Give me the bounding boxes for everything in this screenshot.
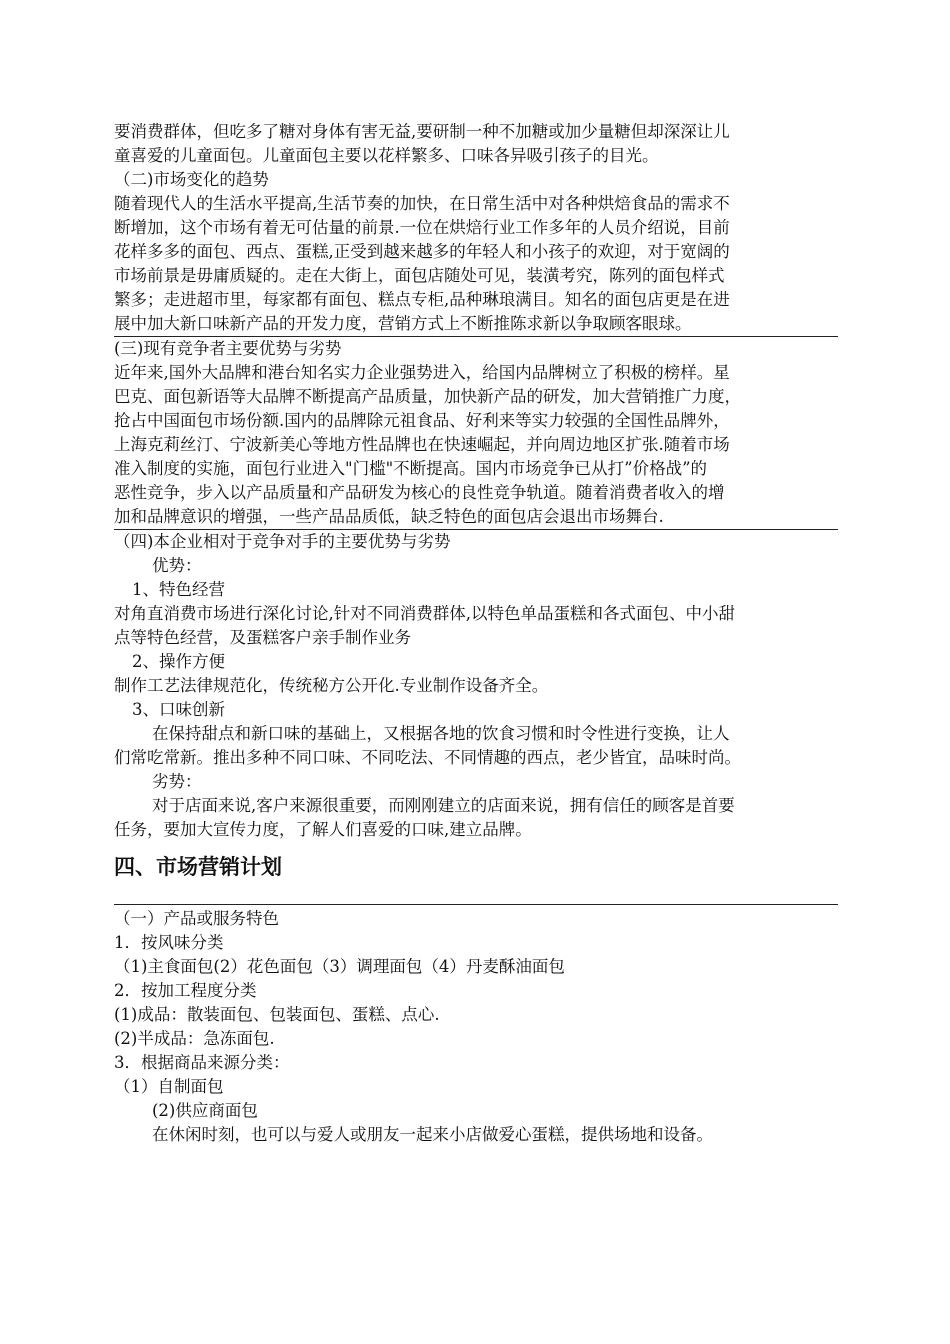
list-item: （1)主食面包(2）花色面包（3）调理面包（4）丹麦酥油面包: [114, 957, 565, 976]
body-line: 对于店面来说,客户来源很重要，而刚刚建立的店面来说，拥有信任的顾客是首要: [152, 796, 735, 815]
body-line: 们常吃常新。推出多种不同口味、不同吃法、不同情趣的西点，老少皆宜，品味时尚。: [114, 748, 741, 767]
body-line: 上海克莉丝汀、宁波新美心等地方性品牌也在快速崛起，并向周边地区扩张.随着市场: [114, 435, 730, 454]
body-line: 在休闲时刻，也可以与爱人或朋友一起来小店做爱心蛋糕，提供场地和设备。: [152, 1125, 713, 1144]
list-item: 1．按风味分类: [114, 933, 224, 952]
body-line: 展中加大新口味新产品的开发力度，营销方式上不断推陈求新以争取顾客眼球。: [114, 312, 838, 337]
body-line: 制作工艺法律规范化，传统秘方公开化.专业制作设备齐全。: [114, 676, 549, 695]
list-item: (2)半成品：急冻面包.: [114, 1029, 275, 1048]
section-title: （一）产品或服务特色: [114, 909, 279, 928]
body-line: 准入制度的实施，面包行业进入"门槛"不断提高。国内市场竞争已从打”价格战”的: [114, 459, 708, 478]
body-line: 随着现代人的生活水平提高,生活节奏的加快，在日常生活中对各种烘焙食品的需求不: [114, 194, 730, 213]
list-item: (1)成品：散装面包、包装面包、蛋糕、点心.: [114, 1005, 440, 1024]
list-item: 2．按加工程度分类: [114, 981, 257, 1000]
section-title: (三)现有竞争者主要优势与劣势: [114, 339, 342, 358]
body-line: 对角直消费市场进行深化讨论,针对不同消费群体,以特色单品蛋糕和各式面包、中小甜: [114, 604, 735, 623]
body-line: 要消费群体，但吃多了糖对身体有害无益,要研制一种不加糖或加少量糖但却深深让儿: [114, 122, 730, 141]
body-line: 在保持甜点和新口味的基础上，又根据各地的饮食习惯和时令性进行变换，让人: [152, 724, 730, 743]
section-divider: [114, 904, 838, 905]
document-page: [114, 120, 838, 1147]
body-line: 加和品牌意识的增强，一些产品品质低，缺乏特色的面包店会退出市场舞台.: [114, 505, 838, 530]
item-title: 1、特色经营: [132, 580, 225, 599]
body-line: 恶性竞争，步入以产品质量和产品研发为核心的良性竞争轨道。随着消费者收入的增: [114, 483, 725, 502]
body-line: 任务，要加大宣传力度，了解人们喜爱的口味,建立品牌。: [114, 820, 532, 839]
chapter-heading: 四、市场营销计划: [114, 855, 282, 879]
body-line: 巴克、面包新语等大品牌不断提高产品质量，加快新产品的研发，加大营销推广力度，: [114, 387, 741, 406]
body-line: 花样多多的面包、西点、蛋糕,正受到越来越多的年轻人和小孩子的欢迎，对于宽阔的: [114, 242, 730, 261]
body-line: 断增加，这个市场有着无可估量的前景.一位在烘焙行业工作多年的人员介绍说，目前: [114, 218, 730, 237]
strengths-label: 优势：: [152, 556, 202, 575]
list-item: （1）自制面包: [114, 1077, 224, 1096]
list-item: (2)供应商面包: [152, 1101, 258, 1120]
item-title: 3、口味创新: [132, 700, 225, 719]
section-title: （二)市场变化的趋势: [114, 170, 269, 189]
weaknesses-label: 劣势：: [152, 772, 202, 791]
list-item: 3．根据商品来源分类：: [114, 1053, 290, 1072]
body-line: 点等特色经营，及蛋糕客户亲手制作业务: [114, 628, 411, 647]
section-title: （四)本企业相对于竞争对手的主要优势与劣势: [114, 532, 451, 551]
body-line: 近年来,国外大品牌和港台知名实力企业强势进入，给国内品牌树立了积极的榜样。星: [114, 363, 730, 382]
body-line: 抢占中国面包市场份额.国内的品牌除元祖食品、好利来等实力较强的全国性品牌外，: [114, 411, 730, 430]
body-line: 市场前景是毋庸质疑的。走在大街上，面包店随处可见，装潢考究，陈列的面包样式: [114, 266, 725, 285]
item-title: 2、操作方便: [132, 652, 225, 671]
body-line: 童喜爱的儿童面包。儿童面包主要以花样繁多、口味各异吸引孩子的目光。: [114, 146, 659, 165]
body-line: 繁多；走进超市里，每家都有面包、糕点专柜,品种琳琅满目。知名的面包店更是在进: [114, 290, 730, 309]
